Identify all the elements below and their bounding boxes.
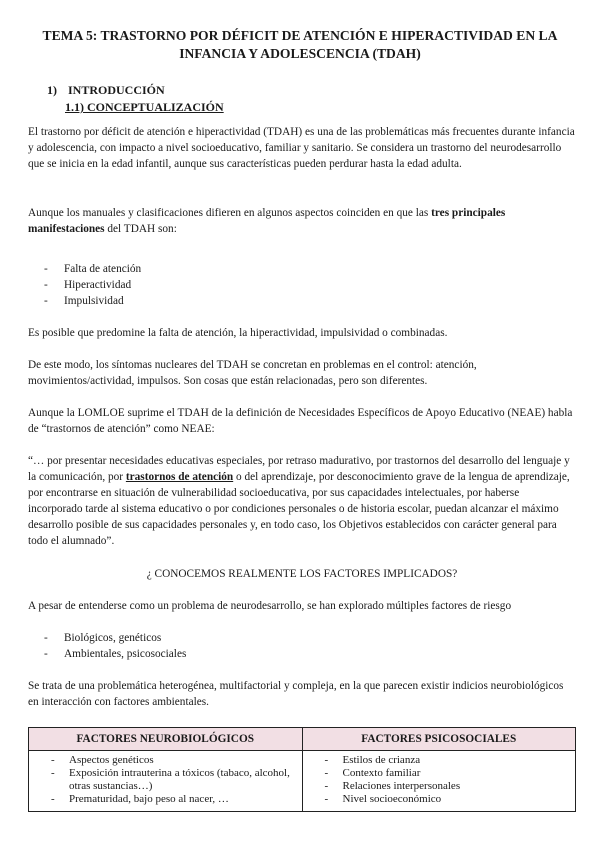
psychosocial-cell bbox=[302, 751, 576, 812]
list-item bbox=[44, 277, 141, 293]
question-heading: ¿ CONOCEMOS REALMENTE LOS FACTORES IMPLICADOS? bbox=[146, 568, 458, 580]
neurobiological-header: FACTORES NEUROBIOLÓGICOS bbox=[29, 728, 303, 751]
bold-attention-disorders: trastornos de atención bbox=[125, 471, 234, 483]
list-item bbox=[51, 793, 302, 806]
list-item-label: Relaciones interpersonales bbox=[342, 780, 461, 792]
list-item-label: Ambientales, psicosociales bbox=[64, 648, 187, 660]
neurobiological-cell bbox=[29, 751, 303, 812]
list-item-label: Exposición intrauterina a tóxicos (tabaco, alcohol, otras sustancias…) bbox=[69, 767, 290, 792]
paragraph-risk-factors: A pesar de entenderse como un problema de neurodesarrollo, se han explorado múltiples factores de riesgo bbox=[28, 600, 512, 612]
list-item bbox=[325, 767, 576, 780]
dash-bullet: - bbox=[324, 780, 329, 792]
paragraph-intro: El trastorno por déficit de atención e hiperactividad (TDAH) es una de las problemáticas más frecuentes durante infancia y adolescencia, con impacto a nivel socioeducativo, familiar y sanitario. Se considera un trastorno del neurodesarrollo que se inicia en la edad infantil, aunque sus características pueden perdurar hasta la edad adulta. bbox=[28, 126, 575, 170]
list-item-label: Impulsividad bbox=[64, 295, 124, 307]
risk-factors-list bbox=[44, 630, 186, 662]
paragraph-quote bbox=[28, 453, 576, 549]
paragraph-manifestations-text-c: del TDAH son: bbox=[104, 223, 177, 235]
section-number: 1) bbox=[47, 83, 57, 97]
list-item bbox=[325, 793, 576, 806]
bold-three-manifestations: tres principales manifestaciones bbox=[28, 207, 506, 235]
section-heading bbox=[47, 83, 165, 98]
list-item-label: Aspectos genéticos bbox=[69, 754, 154, 766]
list-item bbox=[44, 293, 141, 309]
dash-bullet: - bbox=[324, 793, 329, 805]
list-item bbox=[325, 754, 576, 767]
page-title bbox=[20, 27, 580, 63]
dash-bullet: - bbox=[44, 648, 48, 660]
dash-bullet: - bbox=[51, 793, 55, 805]
paragraph-heterogeneous: Se trata de una problemática heterogénea, multifactorial y compleja, en la que parecen existir indicios neurobiológicos en interacción con factores ambientales. bbox=[28, 680, 564, 708]
psychosocial-list bbox=[303, 754, 576, 806]
dash-bullet: - bbox=[324, 767, 329, 779]
neurobiological-list bbox=[29, 754, 302, 806]
dash-bullet: - bbox=[51, 754, 55, 766]
paragraph-lomloe: Aunque la LOMLOE suprime el TDAH de la definición de Necesidades Específicos de Apoyo Educativo (NEAE) habla de “trastornos de atención” como NEAE: bbox=[28, 407, 573, 435]
list-item bbox=[44, 646, 186, 662]
list-item bbox=[51, 754, 302, 767]
paragraph-manifestations bbox=[28, 205, 576, 237]
list-item-label: Hiperactividad bbox=[64, 279, 132, 291]
subsection-heading: 1.1) CONCEPTUALIZACIÓN bbox=[65, 100, 224, 114]
list-item bbox=[51, 767, 302, 793]
list-item bbox=[44, 630, 186, 646]
list-item-label: Biológicos, genéticos bbox=[64, 632, 162, 644]
manifestations-list bbox=[44, 261, 141, 309]
dash-bullet: - bbox=[51, 767, 55, 779]
dash-bullet: - bbox=[324, 754, 329, 766]
dash-bullet: - bbox=[44, 279, 48, 291]
quote-text-c: o del aprendizaje, por desconocimiento grave de la lengua de aprendizaje, por encontrarse en situación de vulnerabilidad socioeducativa, por sus capacidades intelectuales, por haberse incorporado tarde al sistema educativo o por condiciones personales o de historia escolar, puedan alcanzar el máximo desarrollo posible de sus capacidades personales y, en todo caso, los Objetivos establecidos con carácter general para todo el alumnado”. bbox=[28, 471, 570, 547]
dash-bullet: - bbox=[44, 632, 48, 644]
paragraph-predominance: Es posible que predomine la falta de atención, la hiperactividad, impulsividad o combinadas. bbox=[28, 327, 448, 339]
list-item-label: Falta de atención bbox=[64, 263, 142, 275]
title-line-2: INFANCIA Y ADOLESCENCIA (TDAH) bbox=[179, 46, 421, 61]
list-item-label: Prematuridad, bajo peso al nacer, … bbox=[69, 793, 229, 805]
list-item-label: Nivel socioeconómico bbox=[342, 793, 442, 805]
list-item-label: Estilos de crianza bbox=[342, 754, 421, 766]
list-item bbox=[325, 780, 576, 793]
factors-table bbox=[28, 727, 576, 812]
paragraph-core-symptoms: De este modo, los síntomas nucleares del TDAH se concretan en problemas en el control: atención, movimientos/actividad, impulsos. Son cosas que están relacionadas, pero son diferentes. bbox=[28, 359, 477, 387]
paragraph-manifestations-text-a: Aunque los manuales y clasificaciones difieren en algunos aspectos coinciden en que las bbox=[28, 207, 432, 219]
psychosocial-header: FACTORES PSICOSOCIALES bbox=[302, 728, 576, 751]
list-item-label: Contexto familiar bbox=[342, 767, 421, 779]
dash-bullet: - bbox=[44, 295, 48, 307]
list-item bbox=[44, 261, 141, 277]
dash-bullet: - bbox=[44, 263, 48, 275]
quote-text-a: “… por presentar necesidades educativas especiales, por retraso madurativo, por trastornos del desarrollo del lenguaje y la comunicación, por bbox=[28, 455, 570, 483]
section-label: INTRODUCCIÓN bbox=[68, 83, 165, 97]
title-line-1: TEMA 5: TRASTORNO POR DÉFICIT DE ATENCIÓN E HIPERACTIVIDAD EN LA bbox=[42, 28, 558, 43]
